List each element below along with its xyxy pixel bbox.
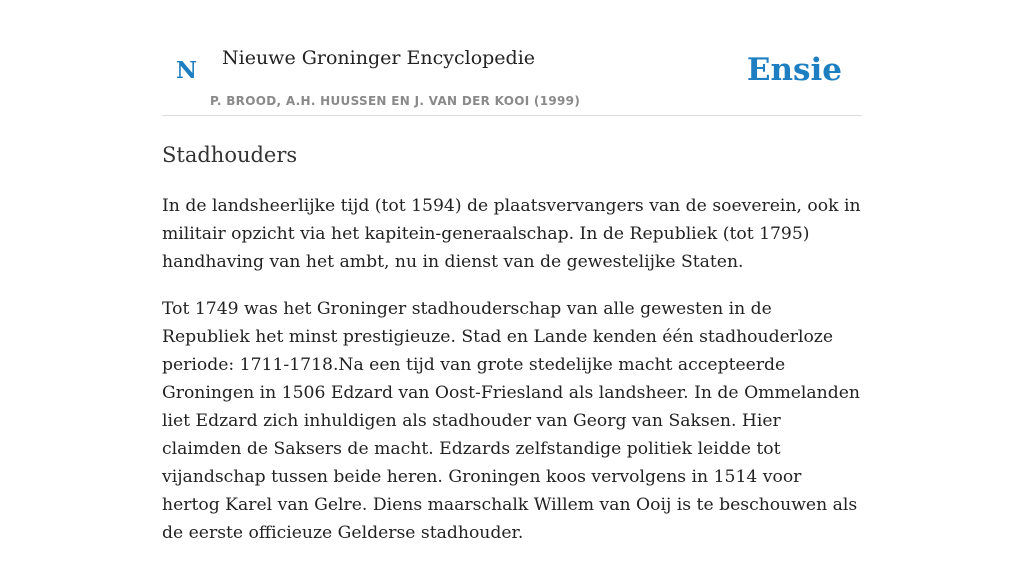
entry-body [162, 192, 862, 566]
book-logo-icon[interactable]: N [176, 57, 198, 84]
entry-paragraph: Tot 1749 was het Groninger stadhouderschap van alle gewesten in de Republiek het minst prestigieuze. Stad en Lande kenden één stadhouderloze periode: 1711-1718.Na een tijd van grote stedelijke macht accepteerde Groningen in 1506 Edzard van Oost-Friesland als landsheer. In de Ommelanden liet Edzard zich inhuldigen als stadhouder van Georg van Saksen. Hier claimden de Saksers de macht. Edzards zelfstandige politiek leidde tot vijandschap tussen beide heren. Groningen koos vervolgens in 1514 voor hertog Karel van Gelre. Diens maarschalk Willem van Ooij is te beschouwen als de eerste officieuze Gelderse stadhouder. [162, 299, 860, 543]
book-title-link[interactable]: Nieuwe Groninger Encyclopedie [222, 47, 536, 69]
entry-title: Stadhouders [162, 143, 298, 167]
book-header [162, 0, 862, 116]
page-container [162, 0, 862, 543]
ensie-logo-link[interactable]: Ensie [746, 52, 842, 88]
book-authors: P. BROOD, A.H. HUUSSEN EN J. VAN DER KOOI (1999) [210, 94, 581, 108]
entry-paragraph: In de landsheerlijke tijd (tot 1594) de plaatsvervangers van de soeverein, ook in militair opzicht via het kapitein-generaalschap. In de Republiek (tot 1795) handhaving van het ambt, nu in dienst van de gewestelijke Staten. [162, 196, 861, 272]
